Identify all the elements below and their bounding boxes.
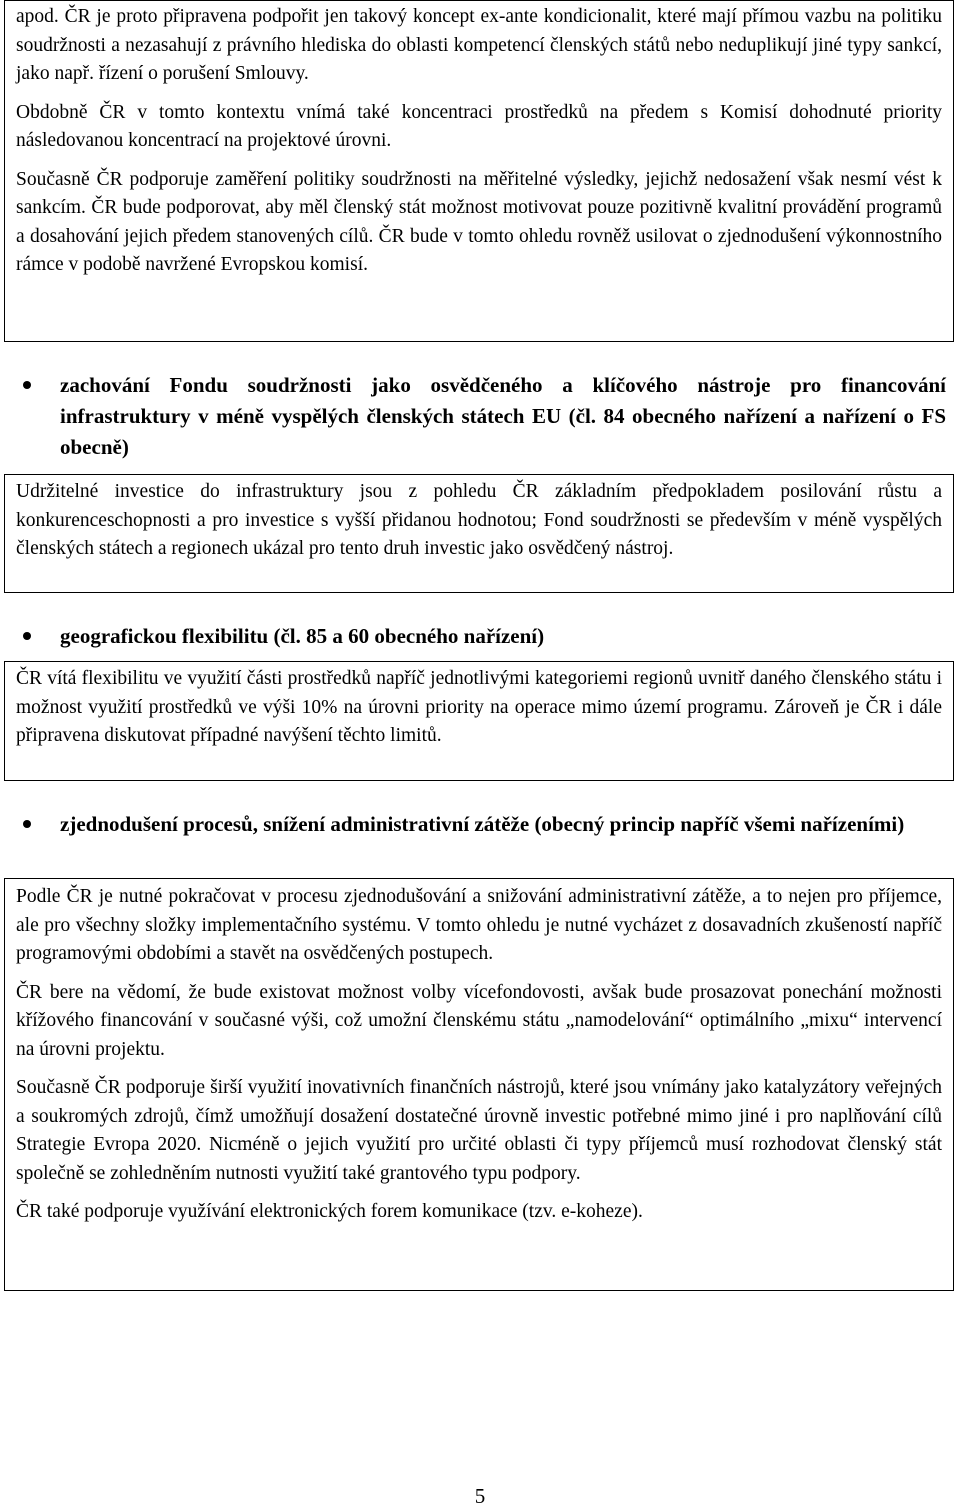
heading-text: geografickou flexibilitu (čl. 85 a 60 obecného nařízení) (60, 624, 545, 648)
section-heading-cohesion-fund (0, 370, 946, 463)
bullet-icon (0, 809, 60, 840)
paragraph: ČR také podporuje využívání elektronických forem komunikace (tzv. e-koheze). (16, 1201, 643, 1222)
paragraph: Podle ČR je nutné pokračovat v procesu zjednodušování a snižování administrativní zátěže, a to nejen pro příjemce, ale pro všechny složky implementačního systému. V tomto ohledu je nutné vycházet z dosavadních zkušeností napříč programovými obdobími a stavět na osvědčených postupech. (16, 886, 942, 964)
text-box-simplification (4, 878, 954, 1291)
text-box-ex-ante (4, 0, 954, 342)
paragraph: Obdobně ČR v tomto kontextu vnímá také koncentraci prostředků na předem s Komisí dohodnuté priority následovanou koncentrací na projektové úrovni. (16, 101, 942, 151)
page-number: 5 (474, 1484, 486, 1508)
heading-text: zjednodušení procesů, snížení administrativní zátěže (obecný princip napříč všemi nařízeními) (60, 812, 905, 836)
text-box-geographic-flexibility (4, 661, 954, 781)
section-heading-simplification (0, 809, 946, 840)
paragraph: ČR vítá flexibilitu ve využití části prostředků napříč jednotlivými kategoriemi regionů uvnitř daného členského státu i možnost využití prostředků ve výši 10% na úrovni priority na operace mimo území programu. Zároveň je ČR i dále připravena diskutovat případné navýšení těchto limitů. (16, 668, 942, 746)
paragraph: Současně ČR podporuje širší využití inovativních finančních nástrojů, které jsou vnímány jako katalyzátory veřejných a soukromých zdrojů, čímž umožňují dosažení dostatečné úrovně investic potřebné mimo jiné i pro naplňování cílů Strategie Evropa 2020. Nicméně o jejich využití pro určité oblasti či typy příjemců musí rozhodovat členský stát společně se zohledněním nutnosti využití také grantového typu podpory. (16, 1077, 942, 1184)
bullet-icon (0, 621, 60, 652)
section-heading-geographic-flexibility (0, 621, 946, 652)
heading-text: zachování Fondu soudržnosti jako osvědčeného a klíčového nástroje pro financování infrastruktury v méně vyspělých členských státech EU (čl. 84 obecného nařízení a nařízení o FS obecně) (60, 373, 946, 459)
paragraph: ČR bere na vědomí, že bude existovat možnost volby vícefondovosti, avšak bude prosazovat ponechání možnosti křížového financování v současné výši, což umožní členskému státu „namodelování“ optimálního „mixu“ intervencí na úrovni projektu. (16, 981, 942, 1060)
paragraph: Současně ČR podporuje zaměření politiky soudržnosti na měřitelné výsledky, jejichž nedosažení však nesmí vést k sankcím. ČR bude podporovat, aby měl členský stát možnost motivovat pouze pozitivně kvalitní provádění programů a dosahování jejich předem stanovených cílů. ČR bude v tomto ohledu rovněž usilovat o zjednodušení výkonnostního rámce v podobě navržené Evropskou komisí. (16, 168, 942, 275)
paragraph: apod. ČR je proto připravena podpořit jen takový koncept ex-ante kondicionalit, které mají přímou vazbu na politiku soudržnosti a nezasahují z právního hlediska do oblasti kompetencí členských států nebo neduplikují jiné typy sankcí, jako např. řízení o porušení Smlouvy. (16, 6, 942, 84)
paragraph: Udržitelné investice do infrastruktury jsou z pohledu ČR základním předpokladem posilování růstu a konkurenceschopnosti a pro investice s vyšší přidanou hodnotou; Fond soudržnosti se především v méně vyspělých členských státech a regionech ukázal pro tento druh investic jako osvědčený nástroj. (16, 481, 942, 559)
text-box-cohesion-fund (4, 474, 954, 593)
bullet-icon (0, 370, 60, 463)
